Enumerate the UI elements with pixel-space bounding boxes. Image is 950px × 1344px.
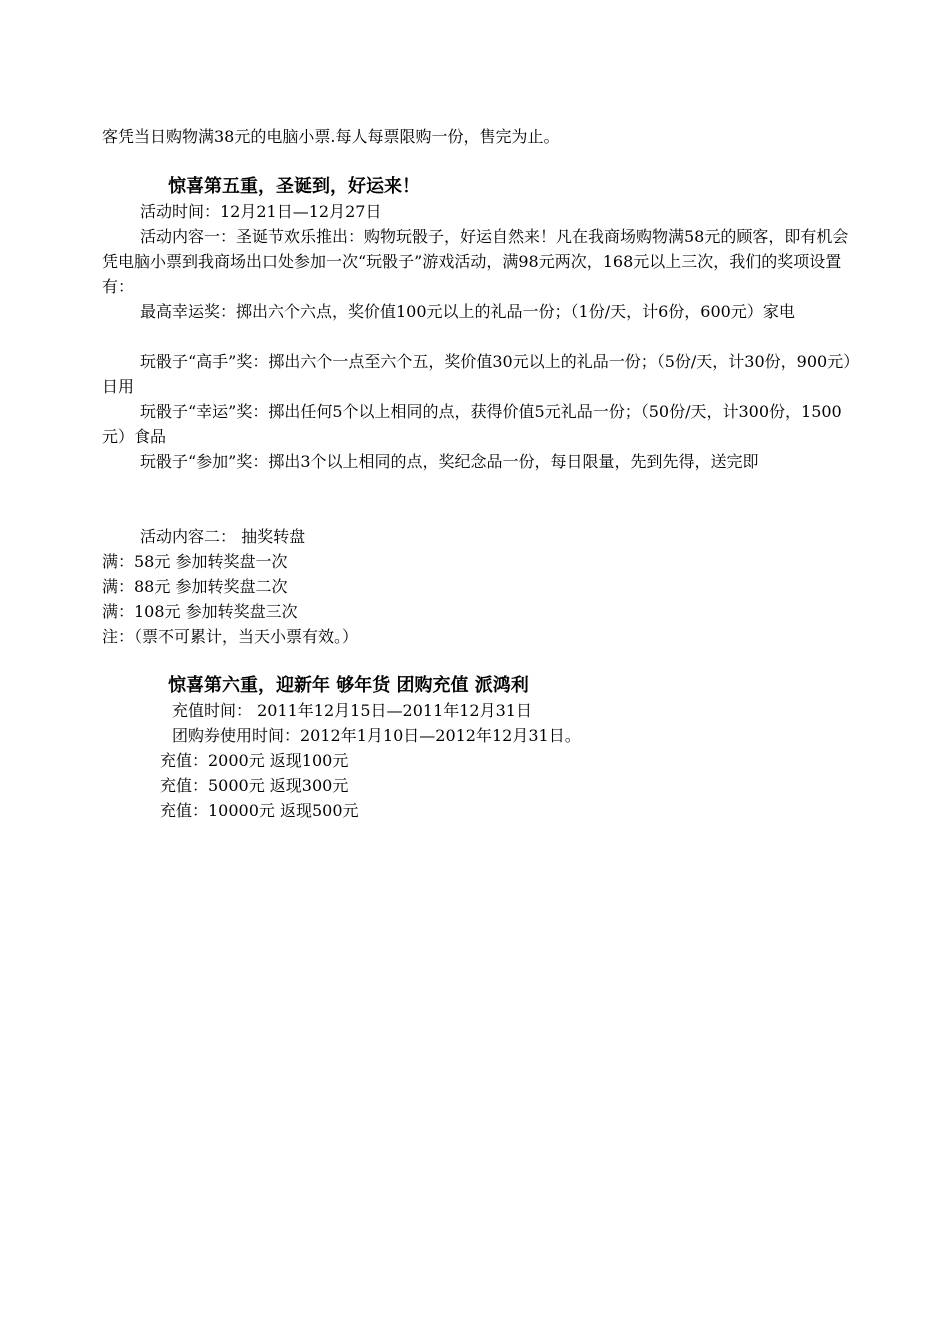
section5-prize1: 最高幸运奖：掷出六个六点，奖价值100元以上的礼品一份；（1份/天，计6份，600元）家电 (140, 302, 795, 321)
section5-content2: 活动内容二： 抽奖转盘 (140, 527, 306, 546)
section6-recharge-time: 充值时间： 2011年12月15日—2011年12月31日 (172, 701, 532, 720)
section5-prize2: 玩骰子“高手”奖：掷出六个一点至六个五，奖价值30元以上的礼品一份；（5份/天，计30份，900元）日用 (102, 352, 860, 396)
section5-prize3: 玩骰子“幸运”奖：掷出任何5个以上相同的点，获得价值5元礼品一份；（50份/天，计300份，1500元）食品 (102, 402, 842, 446)
section5-time: 活动时间：12月21日—12月27日 (140, 202, 382, 221)
tier-line: 满：58元 参加转奖盘一次 (102, 552, 288, 571)
offer-line: 充值：5000元 返现300元 (160, 776, 349, 795)
section5-prize4: 玩骰子“参加”奖：掷出3个以上相同的点，奖纪念品一份，每日限量，先到先得，送完即 (140, 452, 759, 471)
section5-note: 注：（票不可累计，当天小票有效。） (102, 627, 359, 646)
intro-tail-text: 客凭当日购物满38元的电脑小票.每人每票限购一份，售完为止。 (102, 127, 560, 146)
offer-line: 充值：10000元 返现500元 (160, 801, 359, 820)
offer-line: 充值：2000元 返现100元 (160, 751, 349, 770)
section6-title: 惊喜第六重，迎新年 够年货 团购充值 派鸿利 (168, 675, 529, 696)
section6-voucher-time: 团购券使用时间：2012年1月10日—2012年12月31日。 (172, 726, 581, 745)
tier-line: 满：88元 参加转奖盘二次 (102, 577, 288, 596)
tier-line: 满：108元 参加转奖盘三次 (102, 602, 298, 621)
section5-title: 惊喜第五重，圣诞到，好运来！ (168, 176, 420, 197)
section5-content1: 活动内容一：圣诞节欢乐推出：购物玩骰子，好运自然来！凡在我商场购物满58元的顾客，即有机会凭电脑小票到我商场出口处参加一次“玩骰子”游戏活动，满98元两次，168元以上三次，我们的奖项设置有： (102, 227, 849, 296)
